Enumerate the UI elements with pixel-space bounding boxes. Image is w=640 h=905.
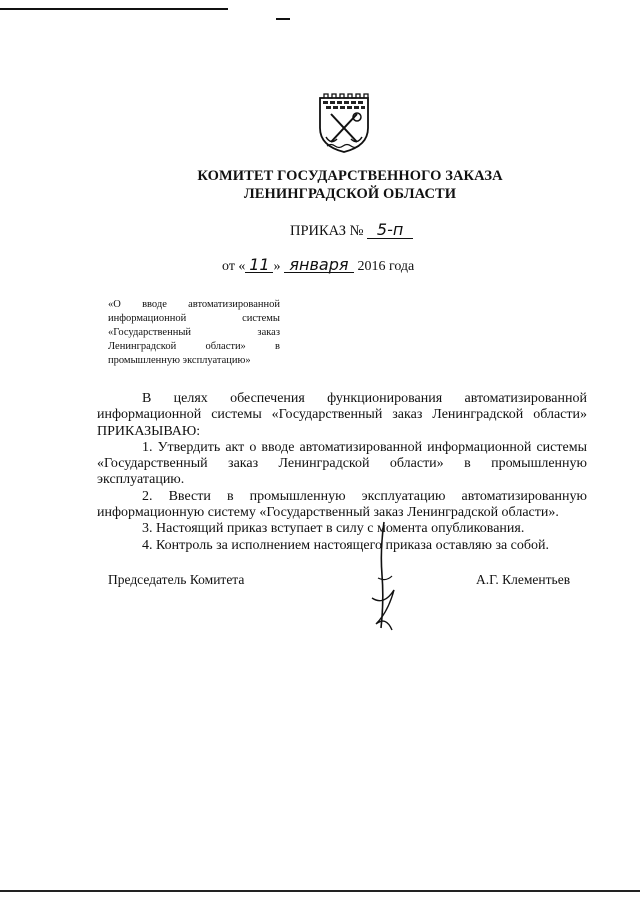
order-label: ПРИКАЗ № bbox=[290, 223, 364, 239]
order-item-4: 4. Контроль за исполнением настоящего приказа оставляю за собой. bbox=[142, 537, 550, 553]
order-number: 5-п bbox=[367, 222, 413, 239]
order-intro: В целях обеспечения функционирования автоматизированной информационной системы «Государственный заказ Ленинградской области» ПРИКАЗЫВАЮ: bbox=[97, 391, 587, 439]
order-subject: «О вводе автоматизированной информационной системы «Государственный заказ Ленинградской области» в промышленную эксплуатацию» bbox=[108, 299, 280, 366]
order-item-1: 1. Утвердить акт о вводе автоматизированной информационной системы «Государственный заказ Ленинградской области» в промышленную эксплуатацию. bbox=[97, 439, 587, 488]
top-dash bbox=[276, 18, 290, 20]
bottom-rule bbox=[0, 890, 640, 892]
order-date bbox=[222, 257, 414, 275]
order-item-2: 2. Ввести в промышленную эксплуатацию автоматизированную информационную систему «Государственный заказ Ленинградской области». bbox=[97, 488, 587, 521]
organization-name-line1: КОМИТЕТ ГОСУДАРСТВЕННОГО ЗАКАЗА bbox=[197, 168, 503, 184]
signatory-title: Председатель Комитета bbox=[108, 572, 245, 587]
order-title bbox=[290, 222, 413, 240]
organization-name-line2: ЛЕНИНГРАДСКОЙ ОБЛАСТИ bbox=[243, 186, 457, 202]
handwritten-signature bbox=[362, 520, 402, 632]
order-body bbox=[97, 391, 587, 554]
date-mid: » bbox=[273, 259, 281, 274]
date-suffix: 2016 года bbox=[357, 259, 415, 274]
date-month: января bbox=[284, 257, 354, 273]
date-prefix: от « bbox=[222, 259, 246, 274]
top-rule bbox=[0, 8, 228, 10]
order-item-3: 3. Настоящий приказ вступает в силу с момента опубликования. bbox=[142, 521, 525, 537]
signatory-name: А.Г. Клементьев bbox=[476, 572, 571, 587]
coat-of-arms-icon bbox=[317, 92, 371, 154]
date-day: 11 bbox=[245, 257, 273, 273]
